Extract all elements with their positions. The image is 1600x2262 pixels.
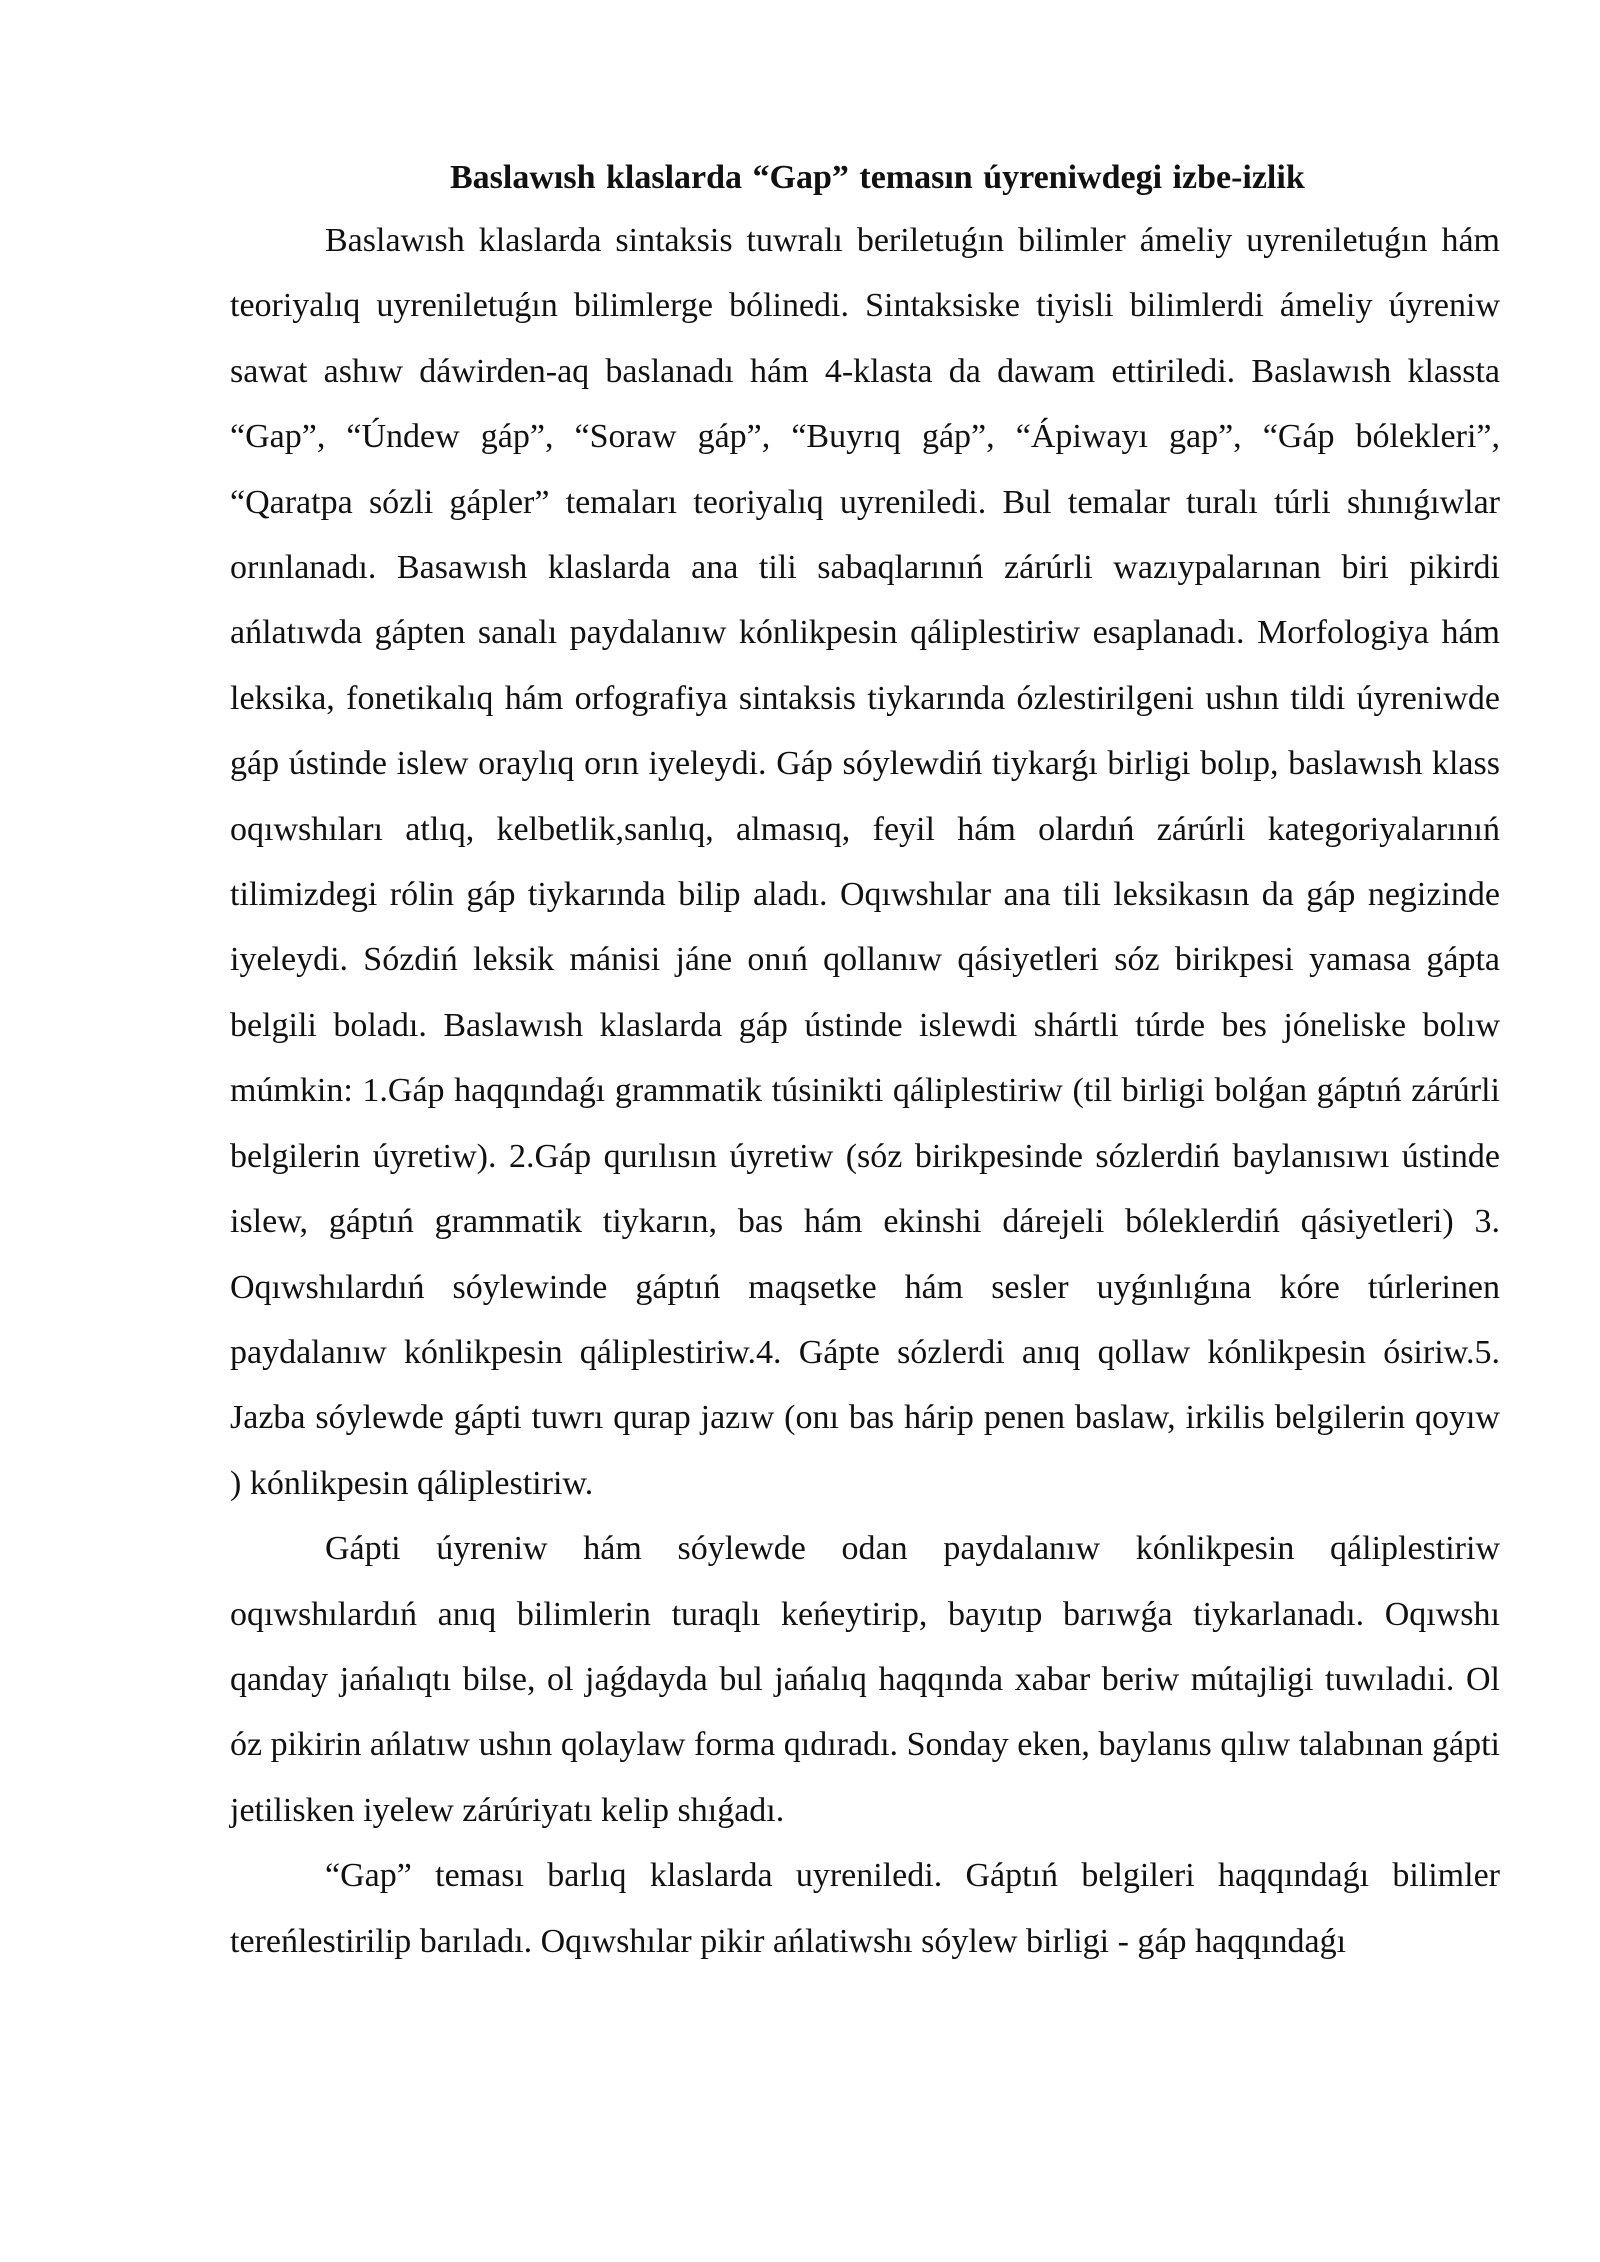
document-page	[230, 148, 1500, 1974]
paragraph-2: Gápti úyreniw hám sóylewde odan paydalanıw kónlikpesin qáliplestiriw oqıwshılardıń anıq bilimlerin turaqlı keńeytirip, bayıtıp barıwǵa tiykarlanadı. Oqıwshı qanday jańalıqtı bilse, ol jaǵdayda bul jańalıq haqqında xabar beriw mútajligi tuwıladıi. Ol óz pikirin ańlatıw ushın qolaylaw forma qıdıradı. Sonday eken, baylanıs qılıw talabınan gápti jetilisken iyelew zárúriyatı kelip shıǵadı.	[230, 1530, 1500, 1829]
paragraph-3: “Gap” teması barlıq klaslarda uyreniledi. Gáptıń belgileri haqqındaǵı bilimler tereńlestirilip barıladı. Oqıwshılar pikir ańlatiwshı sóylew birligi - gáp haqqındaǵı	[230, 1857, 1500, 1960]
paragraph-1: Baslawısh klaslarda sintaksis tuwralı beriletuǵın bilimler ámeliy uyreniletuǵın hám teoriyalıq uyreniletuǵın bilimlerge bólinedi. Sintaksiske tiyisli bilimlerdi ámeliy úyreniw sawat ashıw dáwirden-aq baslanadı hám 4-klasta da dawam ettiriledi. Baslawısh klassta “Gap”, “Úndew gáp”, “Soraw gáp”, “Buyrıq gáp”, “Ápiwayı gap”, “Gáp bólekleri”, “Qaratpa sózli gápler” temaları teoriyalıq uyreniledi. Bul temalar turalı túrli shınıǵıwlar orınlanadı. Basawısh klaslarda ana tili sabaqlarınıń zárúrli wazıypalarınan biri pikirdi ańlatıwda gápten sanalı paydalanıw kónlikpesin qáliplestiriw esaplanadı. Morfologiya hám leksika, fonetikalıq hám orfografiya sintaksis tiykarında ózlestirilgeni ushın tildi úyreniwde gáp ústinde islew oraylıq orın iyeleydi. Gáp sóylewdiń tiykarǵı birligi bolıp, baslawısh klass oqıwshıları atlıq, kelbetlik,sanlıq, almasıq, feyil hám olardıń zárúrli kategoriyalarınıń tilimizdegi rólin gáp tiykarında bilip aladı. Oqıwshılar ana tili leksikasın da gáp negizinde iyeleydi. Sózdiń leksik mánisi jáne onıń qollanıw qásiyetleri sóz birikpesi yamasa gápta belgili boladı. Baslawısh klaslarda gáp ústinde islewdi shártli túrde bes jóneliske bolıw múmkin: 1.Gáp haqqındaǵı grammatik túsinikti qáliplestiriw (til birligi bolǵan gáptıń zárúrli belgilerin úyretiw). 2.Gáp qurılısın úyretiw (sóz birikpesinde sózlerdiń baylanısıwı ústinde islew, gáptıń grammatik tiykarın, bas hám ekinshi dárejeli bóleklerdiń qásiyetleri) 3. Oqıwshılardıń sóylewinde gáptıń maqsetke hám sesler uyǵınlıǵına kóre túrlerinen paydalanıw kónlikpesin qáliplestiriw.4. Gápte sózlerdi anıq qollaw kónlikpesin ósiriw.5. Jazba sóylewde gápti tuwrı qurap jazıw (onı bas hárip penen baslaw, irkilis belgilerin qoyıw ) kónlikpesin qáliplestiriw.	[230, 222, 1500, 1502]
document-title: Baslawısh klaslarda “Gap” temasın úyreniwdegi izbe-izlik	[450, 159, 1305, 196]
